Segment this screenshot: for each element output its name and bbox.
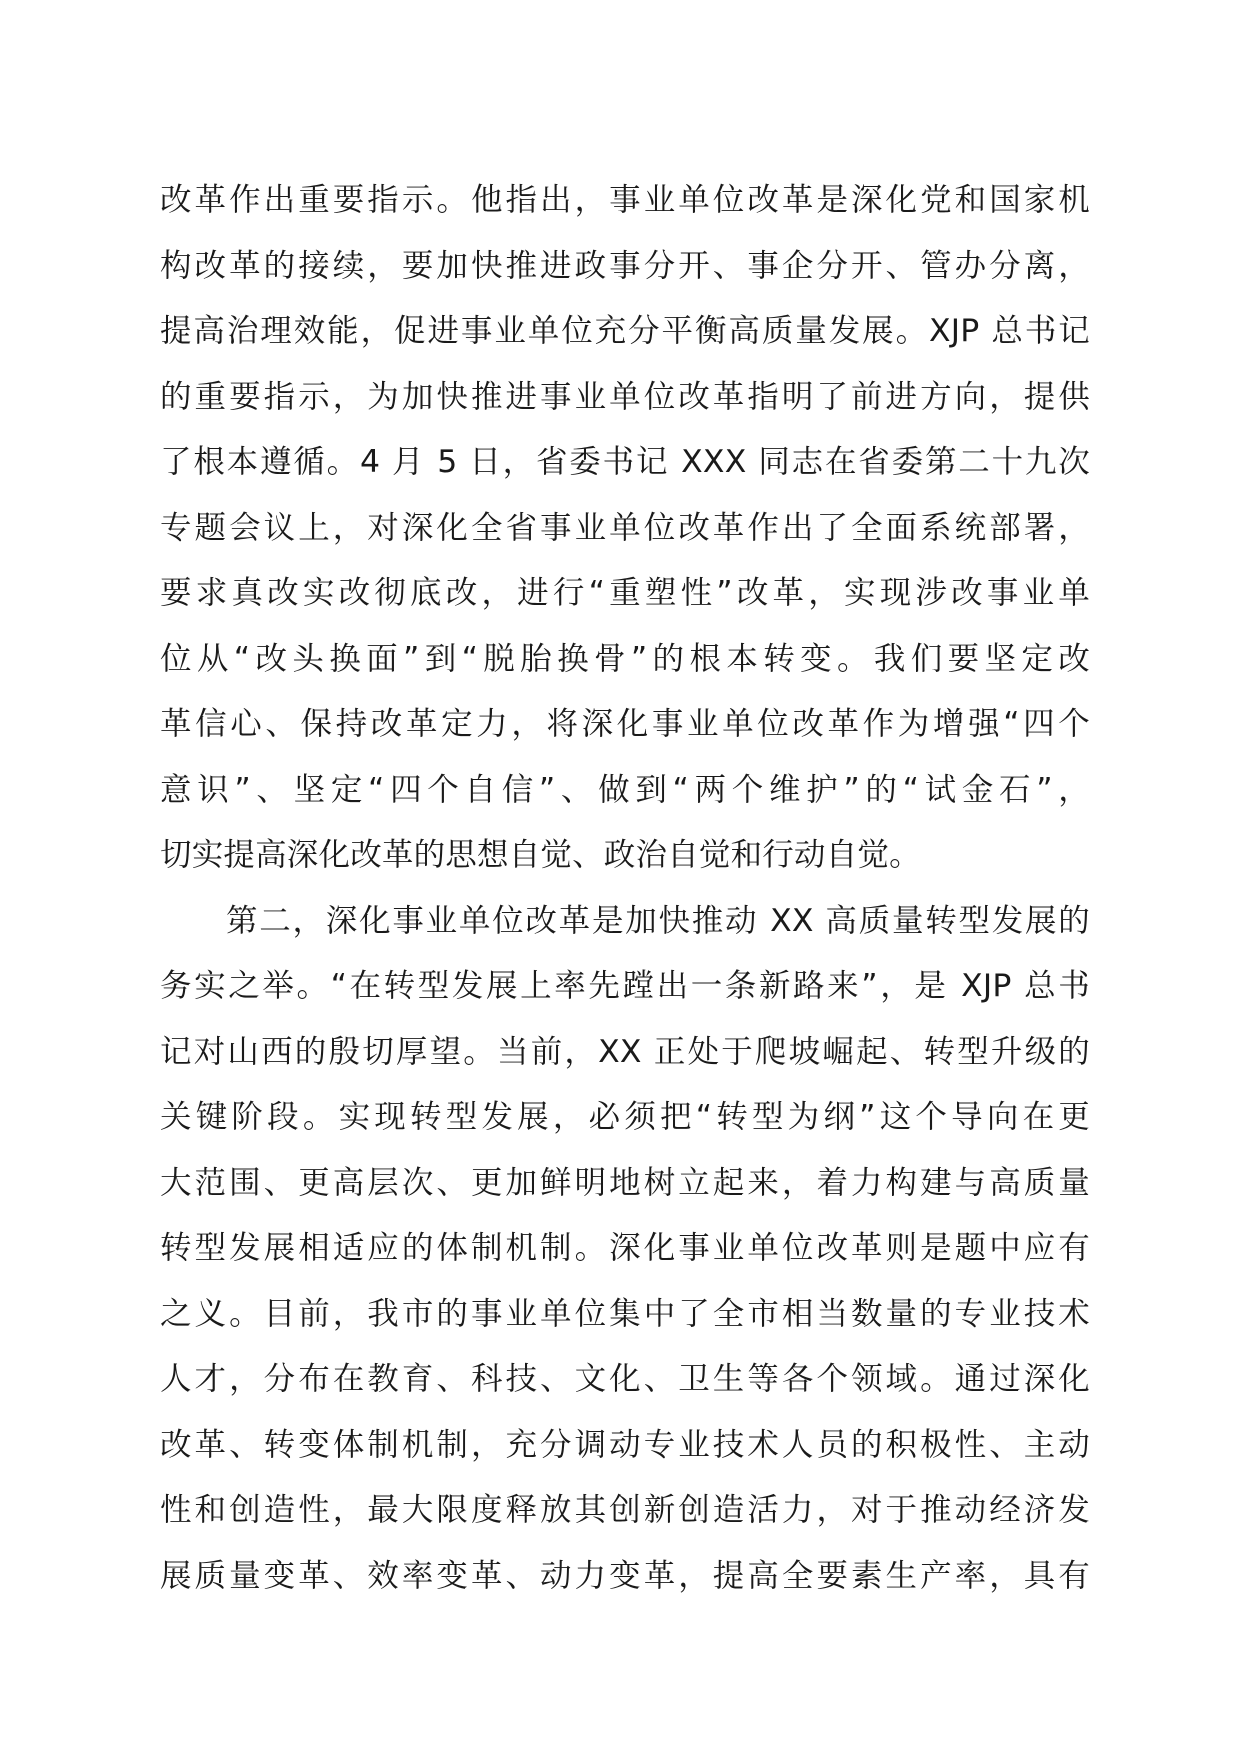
paragraph-start-line: 第二，深化事业单位改革是加快推动 XX 高质量转型发展的	[226, 902, 1090, 939]
text-line: 展质量变革、效率变革、动力变革，提高全要素生产率，具有	[160, 1557, 1090, 1594]
text-line: 意识”、坚定“四个自信”、做到“两个维护”的“试金石”，	[160, 771, 1090, 808]
text-line: 改革、转变体制机制，充分调动专业技术人员的积极性、主动	[160, 1426, 1090, 1463]
text-line: 关键阶段。实现转型发展，必须把“转型为纲”这个导向在更	[160, 1099, 1090, 1135]
text-line: 记对山西的殷切厚望。当前，XX 正处于爬坡崛起、转型升级的	[160, 1033, 1090, 1070]
text-line: 切实提高深化改革的思想自觉、政治自觉和行动自觉。	[160, 837, 921, 873]
text-line: 务实之举。“在转型发展上率先蹚出一条新路来”，是 XJP 总书	[160, 968, 1090, 1004]
text-line: 之义。目前，我市的事业单位集中了全市相当数量的专业技术	[160, 1295, 1090, 1332]
text-line: 要求真改实改彻底改，进行“重塑性”改革，实现涉改事业单	[160, 575, 1090, 611]
text-line: 人才，分布在教育、科技、文化、卫生等各个领域。通过深化	[160, 1361, 1090, 1397]
text-line: 性和创造性，最大限度释放其创新创造活力，对于推动经济发	[160, 1492, 1090, 1528]
document-body	[160, 168, 1090, 1609]
text-line: 的重要指示，为加快推进事业单位改革指明了前进方向，提供	[160, 378, 1090, 415]
text-line: 了根本遵循。4 月 5 日，省委书记 XXX 同志在省委第二十九次	[160, 444, 1090, 480]
text-line: 构改革的接续，要加快推进政事分开、事企分开、管办分离，	[160, 247, 1090, 284]
text-line: 改革作出重要指示。他指出，事业单位改革是深化党和国家机	[160, 182, 1090, 218]
text-line: 革信心、保持改革定力，将深化事业单位改革作为增强“四个	[160, 706, 1090, 742]
text-line: 位从“改头换面”到“脱胎换骨”的根本转变。我们要坚定改	[160, 640, 1090, 677]
text-line: 转型发展相适应的体制机制。深化事业单位改革则是题中应有	[160, 1230, 1090, 1266]
text-line: 专题会议上，对深化全省事业单位改革作出了全面系统部署，	[160, 509, 1090, 546]
text-line: 大范围、更高层次、更加鲜明地树立起来，着力构建与高质量	[160, 1164, 1090, 1201]
text-line: 提高治理效能，促进事业单位充分平衡高质量发展。XJP 总书记	[160, 313, 1090, 349]
